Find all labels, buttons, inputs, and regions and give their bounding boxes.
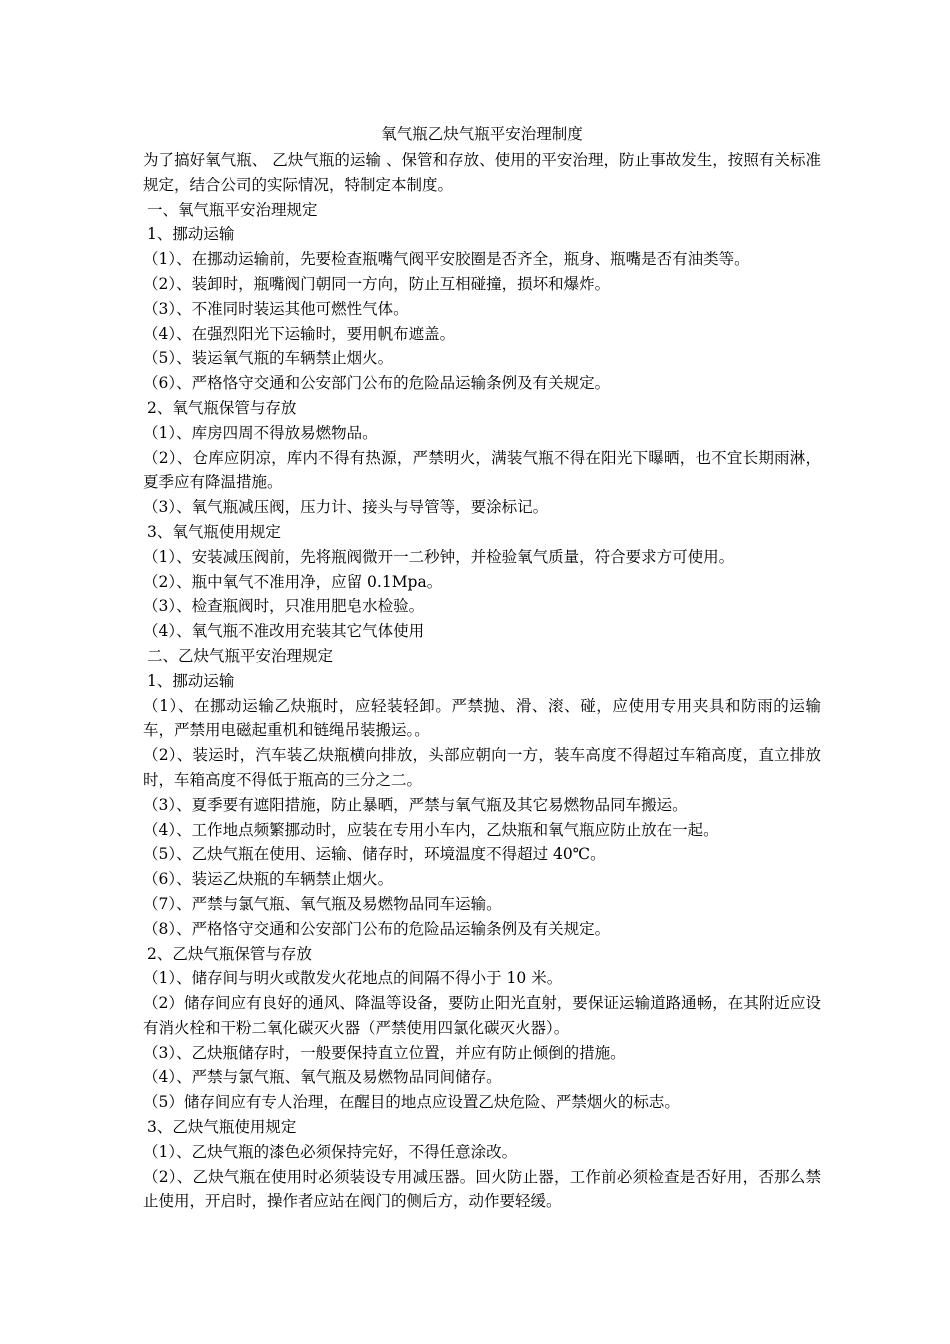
subsection-heading: 2、乙炔气瓶保管与存放 bbox=[147, 944, 312, 963]
list-item: （5）、装运氧气瓶的车辆禁止烟火。 bbox=[143, 349, 394, 368]
section-heading: 二、乙炔气瓶平安治理规定 bbox=[147, 646, 334, 665]
list-item: （5）储存间应有专人治理，在醒目的地点应设置乙炔危险、严禁烟火的标志。 bbox=[143, 1093, 680, 1112]
subsection-heading: 2、氧气瓶保管与存放 bbox=[147, 398, 297, 417]
list-item: （2）、乙炔气瓶在使用时必须装设专用减压器。回火防止器，工作前必须检查是否好用，否那么禁止使用，开启时，操作者应站在阀门的侧后方，动作要轻缓。 bbox=[143, 1167, 821, 1211]
list-item: （3）、不准同时装运其他可燃性气体。 bbox=[143, 299, 409, 318]
list-item: （1）、安装减压阀前，先将瓶阀微开一二秒钟，并检验氧气质量，符合要求方可使用。 bbox=[143, 547, 735, 566]
list-item: （2）储存间应有良好的通风、降温等设备，要防止阳光直射，要保证运输道路通畅，在其附近应设有消火栓和干粉二氧化碳灭火器（严禁使用四氯化碳灭火器）。 bbox=[143, 994, 821, 1037]
subsection-heading: 3、乙炔气瓶使用规定 bbox=[147, 1118, 297, 1137]
list-item: （1）、库房四周不得放易燃物品。 bbox=[143, 423, 378, 442]
intro-paragraph: 为了搞好氧气瓶、 乙炔气瓶的运输 、保管和存放、使用的平安治理，防止事故发生，按照有关标准规定，结合公司的实际情况，特制定本制度。 bbox=[143, 151, 821, 194]
list-item: （1）、在挪动运输乙炔瓶时，应轻装轻卸。严禁抛、滑、滚、碰，应使用专用夹具和防雨的运输车，严禁用电磁起重机和链绳吊装搬运。。 bbox=[143, 696, 821, 740]
list-item: （1）、储存间与明火或散发火花地点的间隔不得小于 10 米。 bbox=[143, 969, 563, 988]
document-body bbox=[143, 121, 821, 1214]
section-heading: 一、氧气瓶平安治理规定 bbox=[147, 200, 318, 219]
list-item: （4）、在强烈阳光下运输时，要用帆布遮盖。 bbox=[143, 324, 456, 343]
list-item: （6）、严格恪守交通和公安部门公布的危险品运输条例及有关规定。 bbox=[143, 374, 611, 393]
list-item: （5）、乙炔气瓶在使用、运输、储存时，环境温度不得超过 40℃。 bbox=[143, 845, 606, 864]
list-item: （4）、工作地点频繁挪动时，应装在专用小车内，乙炔瓶和氧气瓶应防止放在一起。 bbox=[143, 820, 719, 839]
list-item: （4）、严禁与氯气瓶、氧气瓶及易燃物品同间储存。 bbox=[143, 1068, 502, 1087]
list-item: （3）、检查瓶阀时，只准用肥皂水检验。 bbox=[143, 597, 425, 616]
list-item: （4）、氧气瓶不准改用充装其它气体使用 bbox=[143, 622, 425, 641]
list-item: （8）、严格恪守交通和公安部门公布的危险品运输条例及有关规定。 bbox=[143, 919, 611, 938]
list-item: （2）、装运时，汽车装乙炔瓶横向排放，头部应朝向一方，装车高度不得超过车箱高度，直立排放时，车箱高度不得低于瓶高的三分之二。 bbox=[143, 746, 821, 789]
list-item: （7）、严禁与氯气瓶、氧气瓶及易燃物品同车运输。 bbox=[143, 894, 502, 913]
subsection-heading: 1、挪动运输 bbox=[147, 671, 235, 690]
list-item: （2）、装卸时，瓶嘴阀门朝同一方向，防止互相碰撞，损坏和爆炸。 bbox=[143, 274, 611, 293]
list-item: （3）、乙炔瓶储存时，一般要保持直立位置，并应有防止倾倒的措施。 bbox=[143, 1043, 626, 1062]
list-item: （6）、装运乙炔瓶的车辆禁止烟火。 bbox=[143, 870, 394, 889]
list-item: （2）、仓库应阴凉，库内不得有热源，严禁明火，满装气瓶不得在阳光下曝晒，也不宜长期雨淋，夏季应有降温措施。 bbox=[143, 448, 821, 492]
list-item: （3）、氧气瓶减压阀，压力计、接头与导管等，要涂标记。 bbox=[143, 498, 549, 517]
subsection-heading: 1、挪动运输 bbox=[147, 225, 235, 244]
list-item: （2）、瓶中氧气不准用净，应留 0.1Mpa。 bbox=[143, 572, 443, 591]
list-item: （1）、乙炔气瓶的漆色必须保持完好，不得任意涂改。 bbox=[143, 1142, 518, 1161]
list-item: （1）、在挪动运输前，先要检查瓶嘴气阀平安胶圈是否齐全，瓶身、瓶嘴是否有油类等。 bbox=[143, 250, 750, 269]
subsection-heading: 3、氧气瓶使用规定 bbox=[147, 522, 281, 541]
list-item: （3）、夏季要有遮阳措施，防止暴晒，严禁与氧气瓶及其它易燃物品同车搬运。 bbox=[143, 795, 688, 814]
document-title: 氧气瓶乙炔气瓶平安治理制度 bbox=[381, 125, 583, 143]
